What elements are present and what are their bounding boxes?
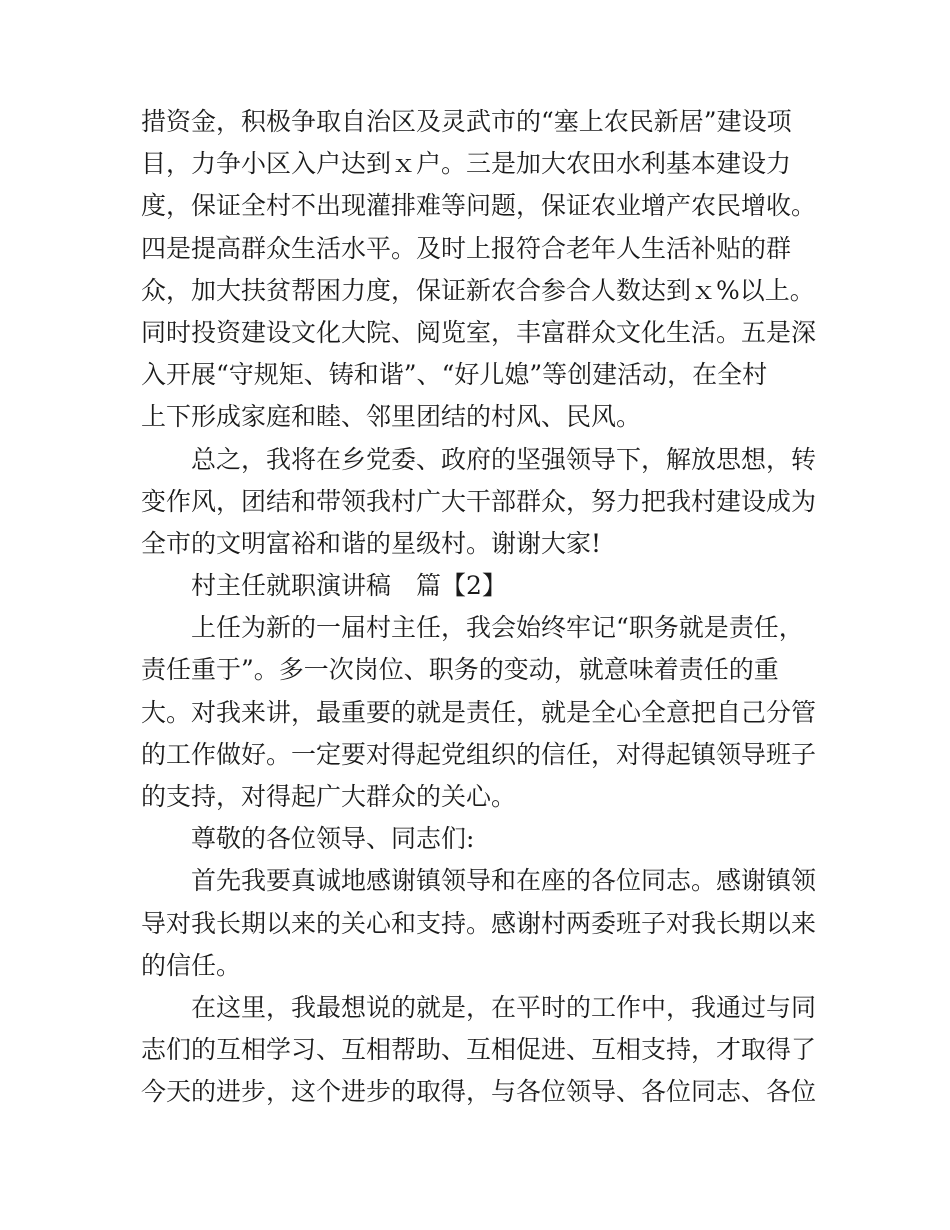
text-line: 尊敬的各位领导、同志们: — [191, 824, 475, 854]
text-line: 全市的文明富裕和谐的星级村。谢谢大家! — [141, 528, 602, 558]
text-line: 导对我长期以来的关心和支持。感谢村两委班子对我长期以来 — [141, 908, 817, 938]
text-line: 在这里，我最想说的就是，在平时的工作中，我通过与同 — [191, 992, 817, 1022]
text-line: 变作风，团结和带领我村广大干部群众，努力把我村建设成为 — [141, 486, 817, 516]
text-line: 首先我要真诚地感谢镇领导和在座的各位同志。感谢镇领 — [191, 866, 817, 896]
text-line: 同时投资建设文化大院、阅览室，丰富群众文化生活。五是深 — [141, 317, 817, 347]
text-line: 众，加大扶贫帮困力度，保证新农合参合人数达到ｘ%以上。 — [141, 275, 815, 305]
text-line: 措资金，积极争取自治区及灵武市的“塞上农民新居”建设项 — [141, 107, 792, 136]
text-line: 的工作做好。一定要对得起党组织的信任，对得起镇领导班子 — [141, 739, 817, 769]
text-line: 四是提高群众生活水平。及时上报符合老年人生活补贴的群 — [141, 233, 792, 263]
text-line: 责任重于”。多一次岗位、职务的变动，就意味着责任的重 — [141, 655, 779, 685]
text-line: 度，保证全村不出现灌排难等问题，保证农业增产农民增收。 — [141, 191, 817, 221]
text-line: 的信任。 — [141, 950, 242, 980]
document-body — [141, 101, 816, 1114]
text-line: 上下形成家庭和睦、邻里团结的村风、民风。 — [141, 402, 642, 432]
text-line: 今天的进步，这个进步的取得，与各位领导、各位同志、各位 — [141, 1077, 817, 1107]
text-line: 大。对我来讲，最重要的就是责任，就是全心全意把自己分管 — [141, 697, 817, 727]
text-line: 目，力争小区入户达到ｘ户。三是加大农田水利基本建设力 — [141, 149, 792, 179]
text-line: 上任为新的一届村主任，我会始终牢记“职务就是责任， — [191, 613, 804, 643]
text-line: 的支持，对得起广大群众的关心。 — [141, 782, 517, 811]
text-line: 村主任就职演讲稿 篇【2】 — [191, 571, 507, 601]
text-line: 总之，我将在乡党委、政府的坚强领导下，解放思想，转 — [191, 444, 817, 474]
text-line: 入开展“守规矩、铸和谐”、“好儿媳”等创建活动，在全村 — [141, 360, 768, 390]
text-line: 志们的互相学习、互相帮助、互相促进、互相支持，才取得了 — [141, 1035, 817, 1065]
